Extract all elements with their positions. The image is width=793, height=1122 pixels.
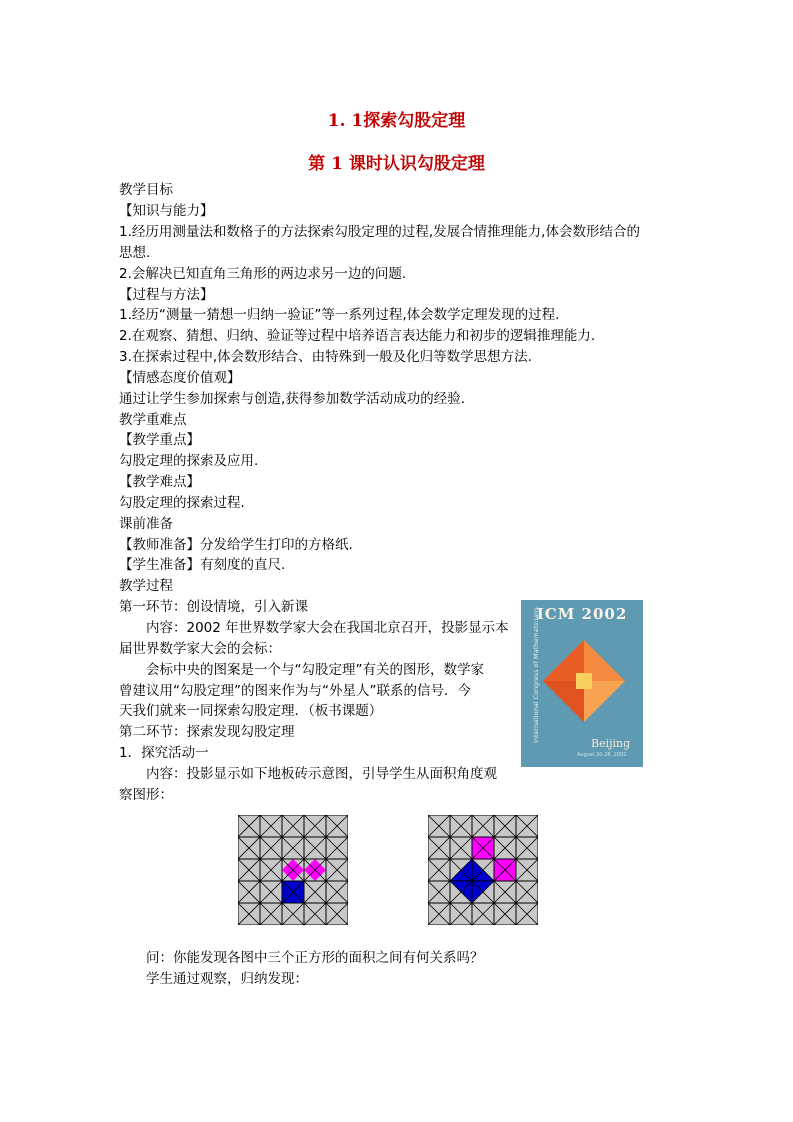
logo-date: August 20-28, 2002 (577, 752, 627, 758)
text-line: 思想. (119, 245, 151, 261)
text-line: 【教学难点】 (119, 474, 200, 490)
icm-2002-logo (521, 600, 643, 767)
text-line: 内容：投影显示如下地板砖示意图，引导学生从面积角度观 (146, 766, 497, 782)
text-line: 1.经历用测量法和数格子的方法探索勾股定理的过程,发展合情推理能力,体会数形结合的 (119, 224, 640, 240)
logo-title: ICM 2002 (536, 605, 628, 623)
text-line: 【知识与能力】 (119, 203, 214, 219)
text-line: 勾股定理的探索及应用. (119, 453, 259, 469)
text-line: 教学目标 (119, 182, 173, 198)
text-line: 届世界数学家大会的会标： (119, 641, 281, 657)
text-line: 2.在观察、猜想、归纳、验证等过程中培养语言表达能力和初步的逻辑推理能力. (119, 328, 596, 344)
text-line: 1.经历“测量一猜想一归纳一验证”等一系列过程,体会数学定理发现的过程. (119, 307, 560, 323)
text-line: 曾建议用“勾股定理”的图来作为与“外星人”联系的信号．今 (119, 683, 471, 699)
text-line: 【情感态度价值观】 (119, 370, 241, 386)
text-line: 课前准备 (119, 516, 173, 532)
text-line: 2.会解决已知直角三角形的两边求另一边的问题. (119, 266, 407, 282)
logo-city: Beijing (591, 737, 631, 750)
text-line: 天我们就来一同探索勾股定理．（板书课题） (119, 703, 383, 719)
text-line: 教学重难点 (119, 412, 187, 428)
text-line: 3.在探索过程中,体会数形结合、由特殊到一般及化归等数学思想方法. (119, 349, 532, 365)
text-line: 察图形： (119, 787, 173, 803)
text-line: 【教学重点】 (119, 432, 200, 448)
question-text: 问：你能发现各图中三个正方形的面积之间有何关系吗？ (146, 950, 484, 966)
answer-text: 学生通过观察，归纳发现： (146, 971, 308, 987)
tile-figure-1 (238, 815, 348, 925)
logo-side-text: International Congress of Mathematicians (532, 607, 540, 743)
page-title: 1. 1探索勾股定理 (327, 111, 466, 131)
text-line: 第二环节：探索发现勾股定理 (119, 724, 295, 740)
text-line: 第一环节：创设情境，引入新课 (119, 599, 308, 615)
page-subtitle: 第 1 课时认识勾股定理 (308, 154, 485, 174)
text-line: 【学生准备】有刻度的直尺. (119, 557, 286, 573)
text-line: 教学过程 (119, 578, 173, 594)
text-line: 【教师准备】分发给学生打印的方格纸. (119, 537, 353, 553)
text-line: 会标中央的图案是一个与“勾股定理”有关的图形，数学家 (146, 662, 484, 678)
text-line: 1．探究活动一 (119, 745, 209, 761)
text-line: 勾股定理的探索过程. (119, 495, 245, 511)
text-line: 通过让学生参加探索与创造,获得参加数学活动成功的经验. (119, 391, 466, 407)
tile-figure-2 (428, 815, 538, 925)
text-line: 内容：2002 年世界数学家大会在我国北京召开，投影显示本 (146, 620, 509, 636)
text-line: 【过程与方法】 (119, 287, 214, 303)
